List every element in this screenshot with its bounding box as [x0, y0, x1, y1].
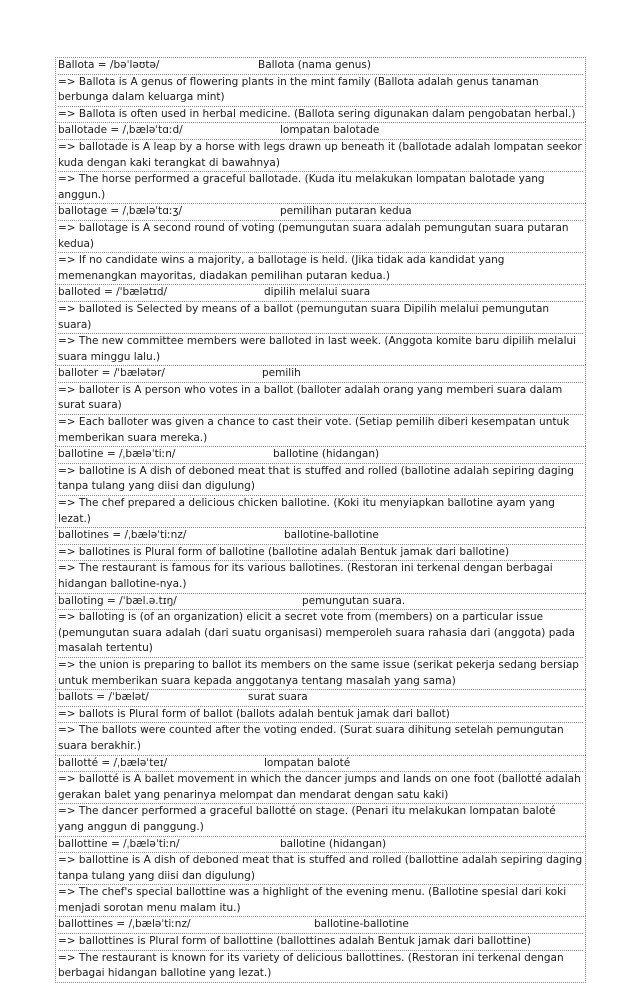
entry-meaning: pemilihan putaran kedua — [280, 205, 412, 218]
entry-header — [58, 366, 583, 383]
definition-text: => ballotté is A ballet movement in which the dancer jumps and lands on one foot (ballotté adalah gerakan balet yang penarinya melompat dan mendarat dengan satu kaki) — [58, 773, 581, 801]
entry-meaning: surat suara — [248, 691, 308, 704]
dictionary-entry — [55, 593, 586, 690]
entry-meaning: ballotine (hidangan) — [273, 448, 380, 461]
entry-example — [58, 107, 583, 123]
definition-text: => ballotine is A dish of deboned meat that is stuffed and rolled (ballotine adalah sepiring daging tanpa tulang yang diisi dan digulung) — [58, 464, 574, 493]
entry-definition — [58, 383, 583, 415]
example-text: => The chef prepared a delicious chicken ballotine. (Koki itu menyiapkan ballotine ayam yang lezat.) — [58, 497, 555, 525]
definition-text: => ballottine is A dish of deboned meat that is stuffed and rolled (ballottine adalah sepiring daging tanpa tulang yang diisi dan digulung) — [58, 854, 583, 882]
entry-header — [58, 285, 583, 302]
entry-headword: ballottine = /ˌbæləˈtiːn/ — [58, 837, 180, 850]
definition-text: => Ballota is A genus of flowering plants in the mint family (Ballota adalah genus tanaman berbunga dalam keluarga mint) — [58, 75, 539, 104]
entry-meaning: Ballota (nama genus) — [258, 59, 371, 71]
entry-definition — [58, 934, 583, 951]
entry-header — [58, 756, 583, 773]
dictionary-entry — [55, 57, 586, 122]
entry-meaning: lompatan balotade — [280, 124, 380, 137]
entry-header — [58, 837, 583, 854]
entry-definition — [58, 140, 583, 172]
definition-text: => ballotage is A second round of voting (pemungutan suara adalah pemungutan suara putaran kedua) — [58, 221, 569, 250]
entry-headword: balloting = /ˈbæl.ə.tɪŋ/ — [58, 594, 177, 607]
entry-example — [58, 253, 583, 284]
definition-text: => ballotines is Plural form of ballotine (ballotine adalah Bentuk jamak dari ballotine) — [58, 545, 510, 558]
example-text: => Each balloter was given a chance to cast their vote. (Setiap pemilih diberi kesempatan untuk memberikan suara mereka.) — [58, 416, 570, 444]
entry-definition — [58, 707, 583, 724]
example-text: => The chef's special ballottine was a highlight of the evening menu. (Ballotine spesial dari koki menjadi sorotan menu malam itu.) — [58, 886, 567, 914]
entry-header — [58, 447, 583, 464]
entry-header — [58, 528, 583, 545]
dictionary-entry — [55, 836, 586, 917]
entry-headword: ballotine = /ˌbæləˈtiːn/ — [58, 448, 176, 461]
entry-meaning: dipilih melalui suara — [264, 286, 371, 299]
entry-meaning: pemilih — [262, 367, 301, 380]
entry-header — [58, 594, 583, 611]
example-text: => If no candidate wins a majority, a ballotage is held. (Jika tidak ada kandidat yang memenangkan mayoritas, diadakan pemilihan putaran kedua.) — [58, 254, 505, 282]
entry-headword: ballotade = /ˌbæləˈtɑːd/ — [58, 124, 183, 137]
dictionary-page — [55, 57, 586, 983]
entry-header — [58, 690, 583, 707]
definition-text: => balloter is A person who votes in a ballot (balloter adalah orang yang memberi suara dalam surat suara) — [58, 383, 563, 412]
dictionary-entry — [55, 446, 586, 527]
entry-example — [58, 415, 583, 446]
entry-header — [58, 123, 583, 140]
entry-meaning: pemungutan suara. — [302, 594, 406, 607]
entry-meaning: lompatan baloté — [264, 756, 351, 769]
entry-headword: Ballota = /bəˈləʊtə/ — [58, 59, 160, 71]
dictionary-entry — [55, 203, 586, 284]
entry-header — [58, 204, 583, 221]
entry-example — [58, 561, 583, 592]
example-text: => the union is preparing to ballot its members on the same issue (serikat pekerja sedang bersiap untuk memberikan suara kepada anggotanya tentang masalah yang sama) — [58, 658, 579, 687]
entry-definition — [58, 75, 583, 107]
entry-headword: ballotines = /ˌbæləˈtiːnz/ — [58, 529, 187, 542]
entry-example — [58, 496, 583, 527]
example-text: => The restaurant is known for its variety of delicious ballottines. (Restoran ini terkenal dengan berbagai hidangan ballotine yang lezat.) — [58, 951, 564, 980]
entry-header — [58, 58, 583, 75]
entry-definition — [58, 610, 583, 658]
entry-meaning: ballotine-ballotine — [284, 529, 379, 542]
entry-headword: ballottines = /ˌbæləˈtiːnz/ — [58, 918, 191, 931]
entry-meaning: ballotine-ballotine — [314, 918, 409, 931]
dictionary-entry — [55, 365, 586, 446]
definition-text: => ballots is Plural form of ballot (ballots adalah bentuk jamak dari ballot) — [58, 707, 450, 720]
dictionary-entry — [55, 689, 586, 754]
entry-example — [58, 334, 583, 365]
entry-headword: ballotage = /ˌbæləˈtɑːʒ/ — [58, 205, 183, 218]
definition-text: => ballottines is Plural form of ballottine (ballottines adalah Bentuk jamak dari ballottine) — [58, 935, 531, 948]
entry-definition — [58, 772, 583, 804]
dictionary-entry — [55, 122, 586, 203]
entry-example — [58, 723, 583, 754]
entry-example — [58, 804, 583, 835]
dictionary-entry — [55, 284, 586, 365]
dictionary-entry — [55, 755, 586, 836]
entry-definition — [58, 302, 583, 334]
entry-definition — [58, 464, 583, 496]
entry-headword: balloter = /ˈbælətər/ — [58, 367, 165, 380]
entry-definition — [58, 545, 583, 562]
example-text: => The ballots were counted after the voting ended. (Surat suara dihitung setelah pemungutan suara berakhir.) — [58, 724, 564, 752]
dictionary-entry — [55, 527, 586, 592]
entry-header — [58, 917, 583, 934]
definition-text: => balloted is Selected by means of a ballot (pemungutan suara Dipilih melalui pemungutan suara) — [58, 302, 550, 331]
entry-meaning: ballotine (hidangan) — [280, 837, 387, 850]
example-text: => The new committee members were balloted in last week. (Anggota komite baru dipilih melalui suara minggu lalu.) — [58, 335, 577, 363]
entry-example — [58, 172, 583, 203]
entry-example — [58, 885, 583, 916]
entry-headword: ballots = /ˈbælət/ — [58, 691, 149, 704]
example-text: => The restaurant is famous for its various ballotines. (Restoran ini terkenal dengan berbagai hidangan ballotine-nya.) — [58, 562, 553, 590]
definition-text: => ballotade is A leap by a horse with legs drawn up beneath it (ballotade adalah lompatan seekor kuda dengan kaki terangkat di bawahnya) — [58, 140, 582, 169]
definition-text: => balloting is (of an organization) elicit a secret vote from (members) on a particular issue (pemungutan suara adalah (dari suatu organisasi) memperoleh suara rahasia dari (anggota) pada masalah tertentu) — [58, 611, 575, 655]
example-text: => The horse performed a graceful ballotade. (Kuda itu melakukan lompatan balotade yang anggun.) — [58, 173, 545, 201]
entry-headword: balloted = /ˈbælətɪd/ — [58, 286, 168, 299]
entry-headword: ballotté = /ˌbæləˈteɪ/ — [58, 756, 168, 769]
dictionary-entry — [55, 916, 586, 982]
example-text: => The dancer performed a graceful ballotté on stage. (Penari itu melakukan lompatan baloté yang anggun di panggung.) — [58, 805, 556, 833]
entry-example — [58, 951, 583, 982]
entry-definition — [58, 853, 583, 885]
example-text: => Ballota is often used in herbal medicine. (Ballota sering digunakan dalam pengobatan herbal.) — [58, 107, 576, 120]
entry-definition — [58, 221, 583, 253]
entry-example — [58, 658, 583, 689]
